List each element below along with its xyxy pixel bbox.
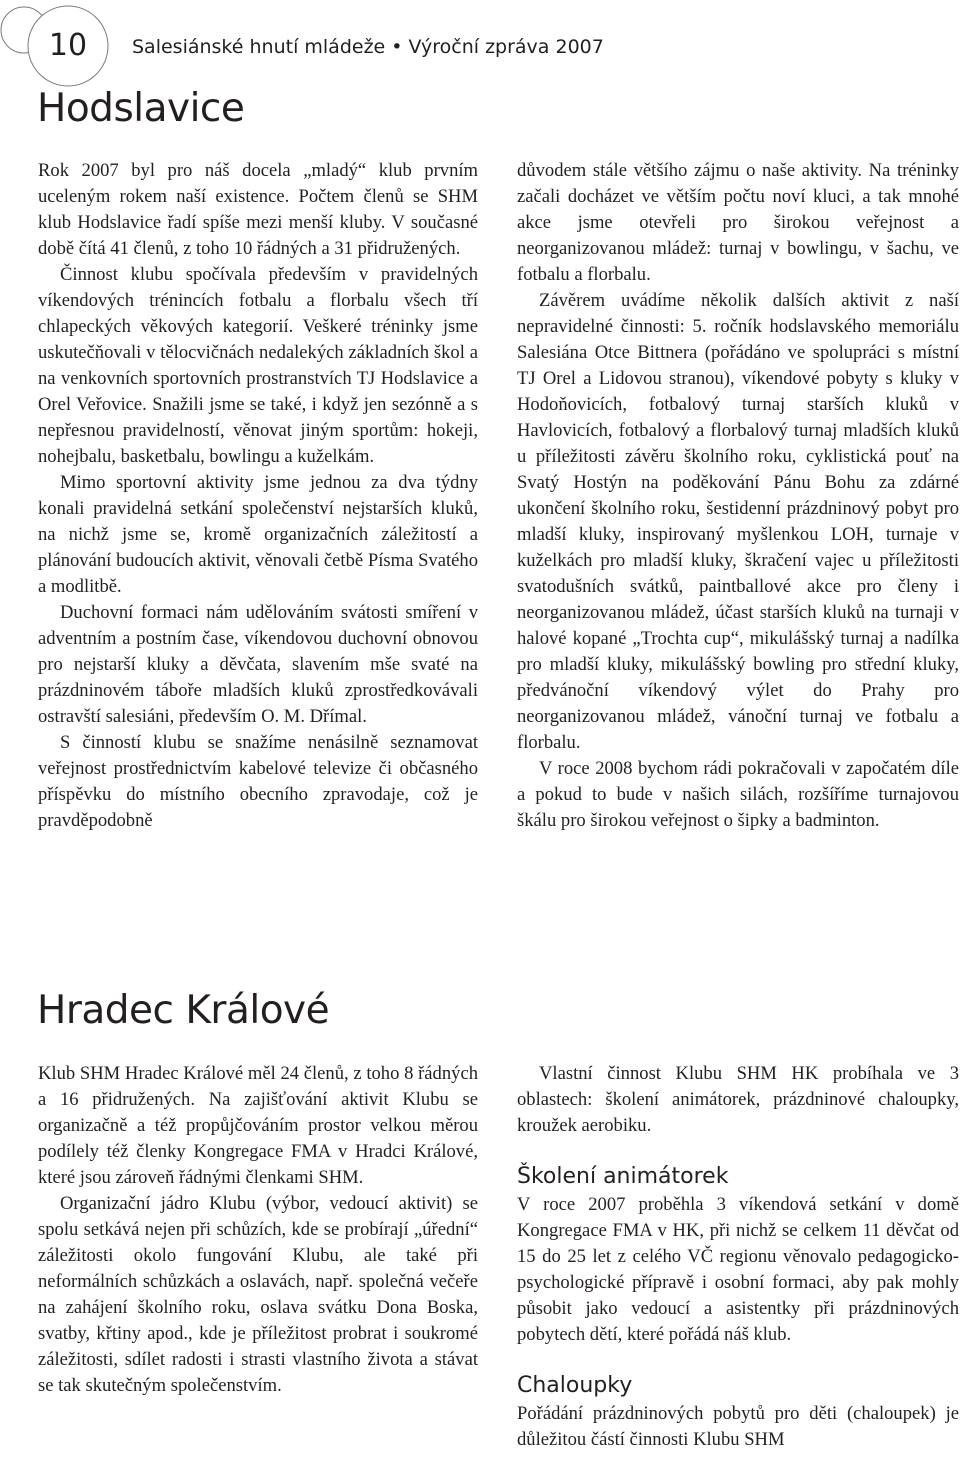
paragraph: Pořádání prázdninových pobytů pro děti (chaloupek) je důležitou částí činnosti Klubu SHM	[517, 1403, 959, 1450]
subheading-chaloupky: Chaloupky	[517, 1373, 633, 1398]
paragraph: Vlastní činnost Klubu SHM HK probíhala ve 3 oblastech: školení animátorek, prázdninové chaloupky, kroužek aerobiku.	[517, 1063, 959, 1136]
hodslavice-column-left	[38, 158, 478, 834]
paragraph: Rok 2007 byl pro náš docela „mladý“ klub prvním uceleným rokem naší existence. Počtem členů se SHM klub Hodslavice řadí spíše mezi menší kluby. V současné době čítá 41 členů, z toho 10 řádných a 31 přidružených.	[38, 160, 478, 259]
paragraph: V roce 2007 proběhla 3 víkendová setkání v domě Kongregace FMA v HK, při nichž se celkem 11 děvčat od 15 do 25 let z celého VČ regionu věnovalo pedagogicko-psychologické přípravě i osobní formaci, aby pak mohly působit jako vedoucí a asistentky při prázdninových pobytech dětí, které pořádá náš klub.	[517, 1194, 959, 1345]
paragraph: S činností klubu se snažíme nenásilně seznamovat veřejnost prostřednictvím kabelové televize či občasného příspěvku do místního obecního zpravodaje, což je pravděpodobně	[38, 732, 478, 831]
running-header: Salesiánské hnutí mládeže • Výroční zpráva 2007	[132, 36, 604, 58]
paragraph: důvodem stále většího zájmu o naše aktivity. Na tréninky začali docházet ve větším počtu noví kluci, a tak mnohé akce jsme otevřeli pro širokou veřejnost a neorganizovanou mládež: turnaj v bowlingu, v šachu, ve fotbalu a florbalu.	[517, 160, 959, 285]
paragraph: Organizační jádro Klubu (výbor, vedoucí aktivit) se spolu setkává nejen při schůzích, kde se probírají „úřední“ záležitosti okolo fungování Klubu, ale také při neformálních schůzkách a oslavách, např. společná večeře na zahájení školního roku, oslava svátku Dona Boska, svatby, křtiny apod., kde je příležitost probrat i soukromé záležitosti, sdílet radosti i strasti vlastního života a stávat se tak skutečným společenstvím.	[38, 1193, 478, 1396]
section-title-hradec-kralove: Hradec Králové	[37, 988, 330, 1033]
paragraph: Závěrem uvádíme několik dalších aktivit z naší nepravidelné činnosti: 5. ročník hodslavského memoriálu Salesiána Otce Bittnera (pořádáno ve spolupráci s místní TJ Orel a Lidovou stranou), víkendové pobyty s kluky v Hodoňovicích, fotbalový turnaj starších kluků v Havlovicích, fotbalový a florbalový turnaj mladších kluků u příležitosti závěru školního roku, cyklistická pouť na Svatý Hostýn na poděkování Pánu Bohu za zdárné ukončení školního roku, šestidenní prázdninový pobyt pro mladší kluky, inspirovaný myšlenkou LOH, turnaje v kuželkách pro mladší kluky, škračení vajec u příležitosti svatodušních svátků, paintballové akce pro členy i neorganizovanou mládež, účast starších kluků na turnaji v halové kopané „Trochta cup“, mikulášský turnaj a nadílka pro mladší kluky, mikulášský bowling pro střední kluky, předvánoční víkendový výlet do Prahy pro neorganizovanou mládež, vánoční turnaj ve fotbalu a florbalu.	[517, 290, 959, 753]
page-number: 10	[48, 28, 88, 63]
hodslavice-column-right	[517, 158, 959, 834]
paragraph: Činnost klubu spočívala především v pravidelných víkendových trénincích fotbalu a florbalu všech tří chlapeckých věkových kategorií. Veškeré tréninky jsme uskutečňovali v tělocvičnách nedalekých základních škol a na venkovních sportovních prostranstvích TJ Hodslavice a Orel Veřovice. Snažili jsme se také, i když jen sezónně a s nepřesnou pravidelností, věnovat jiným sportům: hokeji, nohejbalu, basketbalu, bowlingu a kuželkám.	[38, 264, 478, 467]
paragraph: Klub SHM Hradec Králové měl 24 členů, z toho 8 řádných a 16 přidružených. Na zajišťování aktivit Klubu se organizačně a též propůjčováním prostor velkou měrou podílely též členky Kongregace FMA v Hradci Králové, které jsou zároveň řádnými členkami SHM.	[38, 1063, 478, 1188]
paragraph: Duchovní formaci nám udělováním svátosti smíření v adventním a postním čase, víkendovou duchovní obnovou pro nejstarší kluky a děvčata, slavením mše svaté na prázdninovém táboře mladších kluků zprostředkovávali ostravští salesiáni, především O. M. Dřímal.	[38, 602, 478, 727]
hradec-column-left	[38, 1061, 478, 1399]
paragraph: V roce 2008 bychom rádi pokračovali v započatém díle a pokud to bude v našich silách, rozšíříme turnajovou škálu pro širokou veřejnost o šipky a badminton.	[517, 758, 959, 831]
section-title-hodslavice: Hodslavice	[37, 86, 245, 131]
paragraph: Mimo sportovní aktivity jsme jednou za dva týdny konali pravidelná setkání společenství nejstarších kluků, na nichž jsme se, kromě organizačních záležitostí a plánování budoucích aktivit, věnovali četbě Písma Svatého a modlitbě.	[38, 472, 478, 597]
subheading-skoleni-animatorek: Školení animátorek	[517, 1164, 729, 1189]
hradec-column-right	[517, 1061, 959, 1453]
